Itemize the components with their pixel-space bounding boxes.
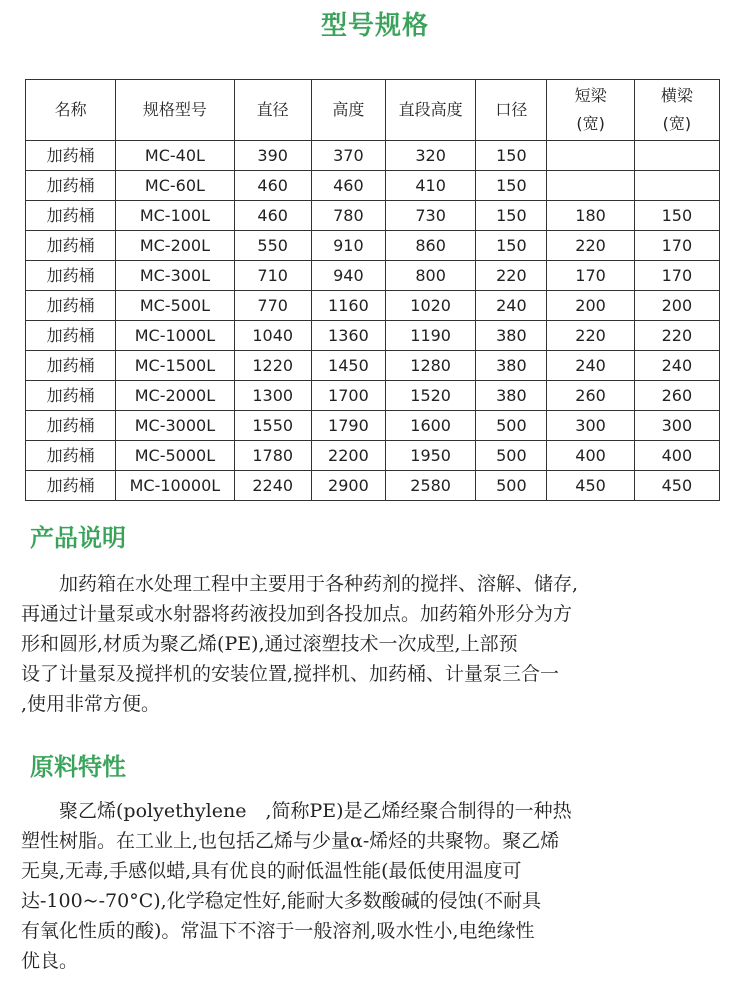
cell-name: 加药桶 bbox=[26, 141, 116, 171]
product-line: 设了计量泵及搅拌机的安装位置,搅拌机、加药桶、计量泵三合一 bbox=[21, 663, 560, 685]
cell-caliber: 220 bbox=[476, 261, 547, 291]
cell-name: 加药桶 bbox=[26, 291, 116, 321]
cell-height: 2200 bbox=[311, 441, 385, 471]
cell-cross-beam: 240 bbox=[634, 351, 719, 381]
table-row bbox=[26, 321, 720, 351]
cell-straight-height: 2580 bbox=[386, 471, 476, 501]
cell-short-beam: 300 bbox=[547, 411, 634, 441]
product-line: ,使用非常方便。 bbox=[21, 693, 161, 715]
cell-name: 加药桶 bbox=[26, 171, 116, 201]
cell-height: 1700 bbox=[311, 381, 385, 411]
cell-name: 加药桶 bbox=[26, 351, 116, 381]
cell-model: MC-3000L bbox=[116, 411, 234, 441]
cell-short-beam: 180 bbox=[547, 201, 634, 231]
cell-model: MC-2000L bbox=[116, 381, 234, 411]
cell-diameter: 1300 bbox=[234, 381, 311, 411]
cell-model: MC-10000L bbox=[116, 471, 234, 501]
cell-straight-height: 860 bbox=[386, 231, 476, 261]
cell-straight-height: 1600 bbox=[386, 411, 476, 441]
cell-height: 1450 bbox=[311, 351, 385, 381]
cell-diameter: 1550 bbox=[234, 411, 311, 441]
header-caliber: 口径 bbox=[476, 80, 547, 141]
page-title: 型号规格 bbox=[320, 11, 429, 41]
cell-straight-height: 1280 bbox=[386, 351, 476, 381]
cell-caliber: 150 bbox=[476, 201, 547, 231]
product-line: 加药箱在水处理工程中主要用于各种药剂的搅拌、溶解、储存, bbox=[21, 573, 579, 595]
product-line: 形和圆形,材质为聚乙烯(PE),通过滚塑技术一次成型,上部预 bbox=[21, 633, 518, 655]
material-description bbox=[21, 796, 733, 976]
cell-caliber: 380 bbox=[476, 351, 547, 381]
cell-model: MC-1000L bbox=[116, 321, 234, 351]
cell-cross-beam bbox=[634, 171, 719, 201]
cell-short-beam: 240 bbox=[547, 351, 634, 381]
cell-height: 940 bbox=[311, 261, 385, 291]
cell-cross-beam: 170 bbox=[634, 261, 719, 291]
cell-straight-height: 1950 bbox=[386, 441, 476, 471]
table-header-row bbox=[26, 80, 720, 141]
cell-cross-beam: 260 bbox=[634, 381, 719, 411]
header-name: 名称 bbox=[26, 80, 116, 141]
cell-caliber: 500 bbox=[476, 411, 547, 441]
material-line: 优良。 bbox=[21, 950, 79, 972]
cell-short-beam: 220 bbox=[547, 321, 634, 351]
cell-cross-beam: 170 bbox=[634, 231, 719, 261]
spec-table bbox=[25, 79, 720, 501]
material-line: 塑性树脂。在工业上,也包括乙烯与少量α-烯烃的共聚物。聚乙烯 bbox=[21, 830, 560, 852]
cell-height: 370 bbox=[311, 141, 385, 171]
cell-diameter: 710 bbox=[234, 261, 311, 291]
cell-short-beam bbox=[547, 141, 634, 171]
cell-cross-beam: 300 bbox=[634, 411, 719, 441]
header-straight-height: 直段高度 bbox=[386, 80, 476, 141]
cell-height: 2900 bbox=[311, 471, 385, 501]
cell-caliber: 500 bbox=[476, 471, 547, 501]
table-row bbox=[26, 441, 720, 471]
cell-caliber: 150 bbox=[476, 171, 547, 201]
cell-caliber: 380 bbox=[476, 381, 547, 411]
table-row bbox=[26, 201, 720, 231]
material-line: 有氧化性质的酸)。常温下不溶于一般溶剂,吸水性小,电绝缘性 bbox=[21, 920, 535, 942]
cell-name: 加药桶 bbox=[26, 321, 116, 351]
cell-diameter: 460 bbox=[234, 201, 311, 231]
table-row bbox=[26, 471, 720, 501]
cell-name: 加药桶 bbox=[26, 201, 116, 231]
cell-height: 1360 bbox=[311, 321, 385, 351]
cell-height: 460 bbox=[311, 171, 385, 201]
cell-diameter: 770 bbox=[234, 291, 311, 321]
cell-height: 1790 bbox=[311, 411, 385, 441]
table-row bbox=[26, 231, 720, 261]
cell-short-beam: 170 bbox=[547, 261, 634, 291]
cell-short-beam: 450 bbox=[547, 471, 634, 501]
cell-straight-height: 730 bbox=[386, 201, 476, 231]
header-short-beam: 短梁 (宽) bbox=[547, 80, 634, 141]
cell-cross-beam: 200 bbox=[634, 291, 719, 321]
product-heading: 产品说明 bbox=[30, 524, 126, 552]
cell-straight-height: 1190 bbox=[386, 321, 476, 351]
cell-name: 加药桶 bbox=[26, 441, 116, 471]
cell-diameter: 1780 bbox=[234, 441, 311, 471]
cell-short-beam: 200 bbox=[547, 291, 634, 321]
table-row bbox=[26, 351, 720, 381]
cell-model: MC-60L bbox=[116, 171, 234, 201]
cell-cross-beam: 220 bbox=[634, 321, 719, 351]
cell-model: MC-40L bbox=[116, 141, 234, 171]
product-description bbox=[21, 569, 733, 719]
cell-name: 加药桶 bbox=[26, 231, 116, 261]
cell-name: 加药桶 bbox=[26, 381, 116, 411]
material-line: 无臭,无毒,手感似蜡,具有优良的耐低温性能(最低使用温度可 bbox=[21, 860, 522, 882]
cell-diameter: 2240 bbox=[234, 471, 311, 501]
cell-caliber: 150 bbox=[476, 141, 547, 171]
cell-short-beam bbox=[547, 171, 634, 201]
cell-cross-beam: 150 bbox=[634, 201, 719, 231]
table-row bbox=[26, 381, 720, 411]
cell-model: MC-5000L bbox=[116, 441, 234, 471]
material-line: 聚乙烯(polyethylene ,简称PE)是乙烯经聚合制得的一种热 bbox=[21, 800, 572, 822]
cell-diameter: 390 bbox=[234, 141, 311, 171]
header-diameter: 直径 bbox=[234, 80, 311, 141]
cell-diameter: 460 bbox=[234, 171, 311, 201]
cell-straight-height: 1020 bbox=[386, 291, 476, 321]
cell-diameter: 1220 bbox=[234, 351, 311, 381]
cell-cross-beam: 450 bbox=[634, 471, 719, 501]
cell-model: MC-500L bbox=[116, 291, 234, 321]
cell-diameter: 550 bbox=[234, 231, 311, 261]
cell-cross-beam bbox=[634, 141, 719, 171]
cell-name: 加药桶 bbox=[26, 411, 116, 441]
cell-model: MC-100L bbox=[116, 201, 234, 231]
product-line: 再通过计量泵或水射器将药液投加到各投加点。加药箱外形分为方 bbox=[21, 603, 573, 625]
cell-name: 加药桶 bbox=[26, 471, 116, 501]
table-row bbox=[26, 141, 720, 171]
cell-straight-height: 320 bbox=[386, 141, 476, 171]
cell-name: 加药桶 bbox=[26, 261, 116, 291]
cell-short-beam: 220 bbox=[547, 231, 634, 261]
cell-caliber: 380 bbox=[476, 321, 547, 351]
cell-model: MC-200L bbox=[116, 231, 234, 261]
cell-model: MC-1500L bbox=[116, 351, 234, 381]
cell-caliber: 500 bbox=[476, 441, 547, 471]
cell-height: 1160 bbox=[311, 291, 385, 321]
header-height: 高度 bbox=[311, 80, 385, 141]
cell-straight-height: 800 bbox=[386, 261, 476, 291]
cell-straight-height: 410 bbox=[386, 171, 476, 201]
material-line: 达-100~-70°C),化学稳定性好,能耐大多数酸碱的侵蚀(不耐具 bbox=[21, 890, 542, 912]
cell-caliber: 240 bbox=[476, 291, 547, 321]
cell-diameter: 1040 bbox=[234, 321, 311, 351]
table-row bbox=[26, 261, 720, 291]
cell-short-beam: 400 bbox=[547, 441, 634, 471]
table-row bbox=[26, 171, 720, 201]
table-row bbox=[26, 411, 720, 441]
cell-model: MC-300L bbox=[116, 261, 234, 291]
cell-height: 910 bbox=[311, 231, 385, 261]
cell-short-beam: 260 bbox=[547, 381, 634, 411]
cell-cross-beam: 400 bbox=[634, 441, 719, 471]
cell-straight-height: 1520 bbox=[386, 381, 476, 411]
header-model: 规格型号 bbox=[116, 80, 234, 141]
cell-caliber: 150 bbox=[476, 231, 547, 261]
header-cross-beam: 横梁 (宽) bbox=[634, 80, 719, 141]
table-row bbox=[26, 291, 720, 321]
cell-height: 780 bbox=[311, 201, 385, 231]
material-heading: 原料特性 bbox=[30, 753, 126, 781]
